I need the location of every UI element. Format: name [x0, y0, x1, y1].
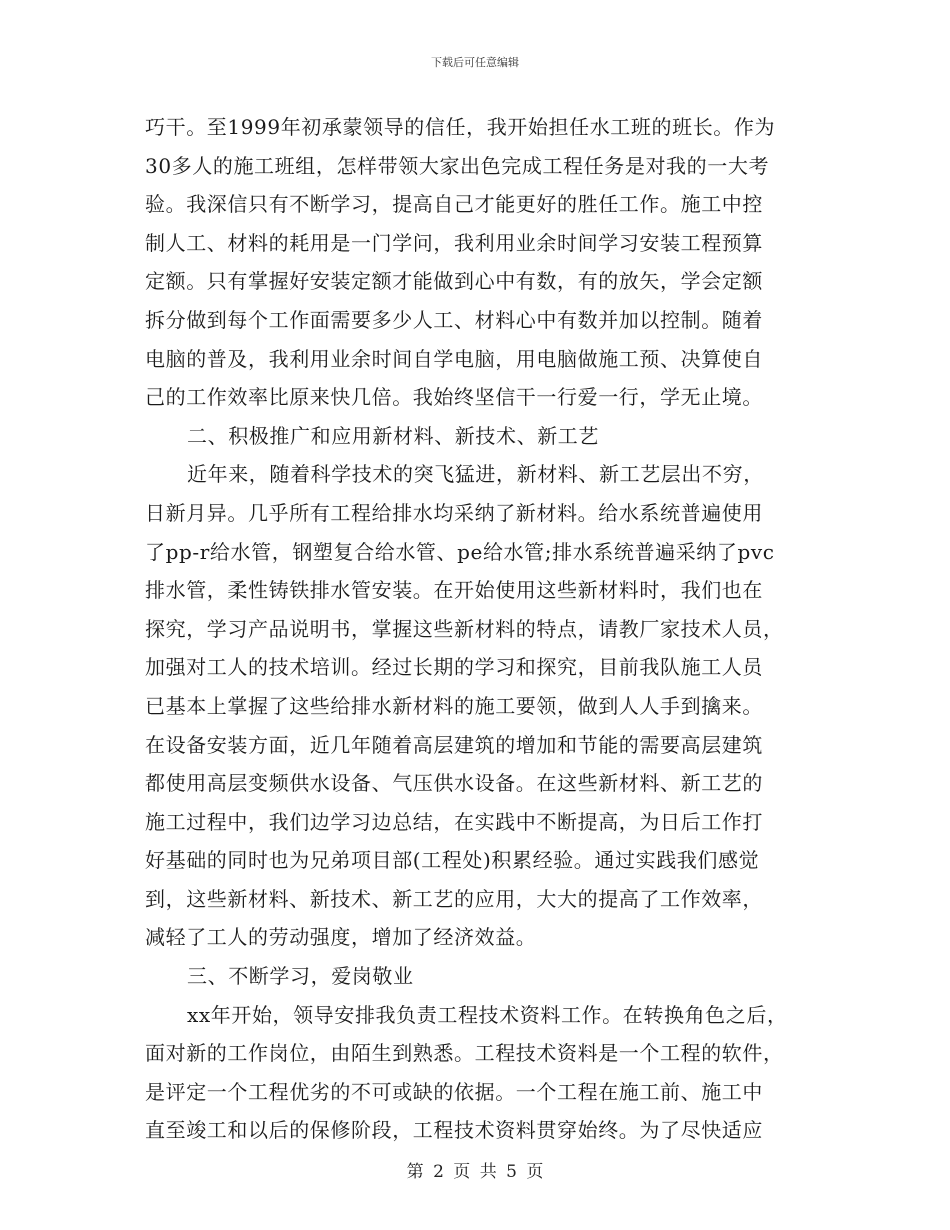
text-line: 制人工、材料的耗用是一门学问，我利用业余时间学习安装工程预算	[145, 230, 763, 255]
text-line: 日新月异。几乎所有工程给排水均采纳了新材料。给水系统普遍使用	[145, 500, 763, 525]
text-line: 拆分做到每个工作面需要多少人工、材料心中有数并加以控制。随着	[145, 307, 763, 332]
text-line: 排水管，柔性铸铁排水管安装。在开始使用这些新材料时，我们也在	[145, 578, 763, 603]
text-line: 面对新的工作岗位，由陌生到熟悉。工程技术资料是一个工程的软件，	[145, 1041, 784, 1066]
text-line: 巧干。至1999年初承蒙领导的信任，我开始担任水工班的班长。作为	[145, 115, 776, 139]
text-line: 定额。只有掌握好安装定额才能做到心中有数，有的放矢，学会定额	[145, 269, 763, 294]
text-line: xx年开始，领导安排我负责工程技术资料工作。在转换角色之后，	[187, 1002, 788, 1027]
page-header: 下载后可任意编辑	[431, 56, 519, 69]
text-line: 都使用高层变频供水设备、气压供水设备。在这些新材料、新工艺的	[145, 771, 763, 796]
text-line: 验。我深信只有不断学习，提高自己才能更好的胜任工作。施工中控	[145, 192, 763, 217]
text-line: 已基本上掌握了这些给排水新材料的施工要领，做到人人手到擒来。	[145, 693, 763, 718]
text-line: 近年来，随着科学技术的突飞猛进，新材料、新工艺层出不穷，	[187, 462, 764, 487]
text-line: 是评定一个工程优劣的不可或缺的依据。一个工程在施工前、施工中	[145, 1079, 763, 1104]
text-line: 电脑的普及，我利用业余时间自学电脑，用电脑做施工预、决算使自	[145, 346, 763, 371]
text-line: 了pp-r给水管，钢塑复合给水管、pe给水管;排水系统普遍采纳了pvc	[145, 539, 775, 564]
text-line: 30多人的施工班组，怎样带领大家出色完成工程任务是对我的一大考	[145, 153, 770, 178]
section-heading: 二、积极推广和应用新材料、新技术、新工艺	[187, 423, 599, 448]
text-line: 加强对工人的技术培训。经过长期的学习和探究，目前我队施工人员	[145, 655, 763, 680]
section-heading: 三、不断学习，爱岗敬业	[187, 964, 414, 989]
text-line: 直至竣工和以后的保修阶段，工程技术资料贯穿始终。为了尽快适应	[145, 1118, 763, 1143]
text-line: 好基础的同时也为兄弟项目部(工程处)积累经验。通过实践我们感觉	[145, 848, 760, 873]
text-line: 施工过程中，我们边学习边总结，在实践中不断提高，为日后工作打	[145, 809, 763, 834]
text-line: 探究，学习产品说明书，掌握这些新材料的特点，请教厂家技术人员，	[145, 616, 784, 641]
text-line: 己的工作效率比原来快几倍。我始终坚信干一行爱一行，学无止境。	[145, 385, 763, 410]
text-line: 在设备安装方面，近几年随着高层建筑的增加和节能的需要高层建筑	[145, 732, 763, 757]
text-line: 减轻了工人的劳动强度，增加了经济效益。	[145, 925, 537, 950]
text-line: 到，这些新材料、新技术、新工艺的应用，大大的提高了工作效率，	[145, 886, 763, 911]
page-footer: 第 2 页 共 5 页	[406, 1162, 544, 1182]
document-body	[145, 108, 815, 1150]
